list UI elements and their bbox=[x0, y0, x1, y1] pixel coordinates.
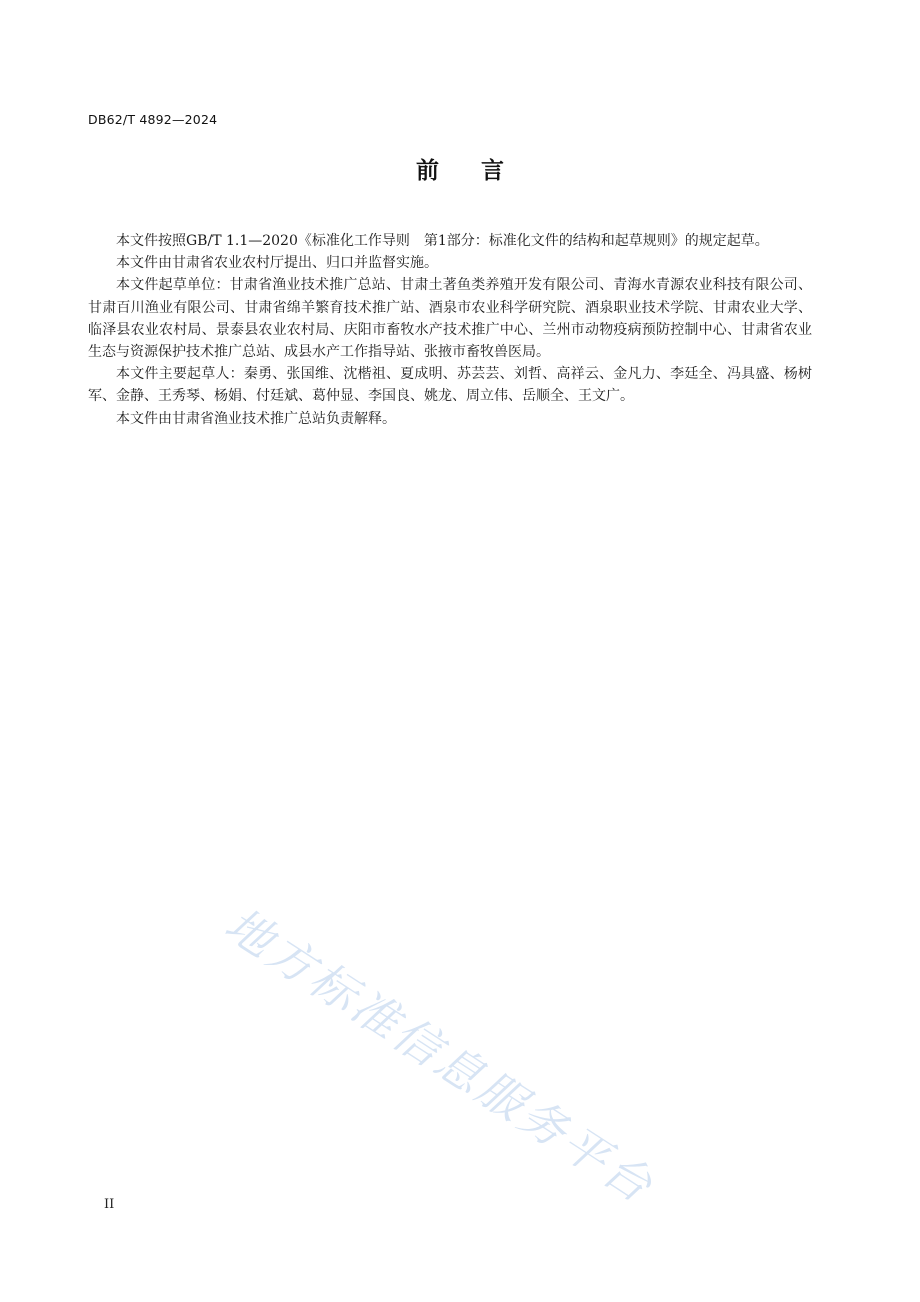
document-body bbox=[88, 230, 812, 430]
section-title: 前言 bbox=[416, 158, 546, 184]
paragraph-interpretation: 本文件由甘肃省渔业技术推广总站负责解释。 bbox=[116, 410, 396, 427]
watermark: 地方标准信息服务平台 bbox=[215, 896, 665, 1215]
paragraph-drafting-rules: 本文件按照GB/T 1.1—2020《标准化工作导则 第1部分：标准化文件的结构和起草规则》的规定起草。 bbox=[116, 233, 769, 249]
paragraph-proposer: 本文件由甘肃省农业农村厅提出、归口并监督实施。 bbox=[116, 255, 438, 272]
paragraph-drafting-units: 本文件起草单位：甘肃省渔业技术推广总站、甘肃土著鱼类养殖开发有限公司、青海水青源农业科技有限公司、甘肃百川渔业有限公司、甘肃省绵羊繁育技术推广站、酒泉市农业科学研究院、酒泉职业技术学院、甘肃农业大学、临泽县农业农村局、景泰县农业农村局、庆阳市畜牧水产技术推广中心、兰州市动物疫病预防控制中心、甘肃省农业生态与资源保护技术推广总站、成县水产工作指导站、张掖市畜牧兽医局。 bbox=[88, 277, 812, 361]
page-number: II bbox=[104, 1197, 115, 1212]
standard-code: DB62/T 4892—2024 bbox=[88, 112, 218, 127]
paragraph-drafters: 本文件主要起草人：秦勇、张国维、沈楷祖、夏成明、苏芸芸、刘哲、高祥云、金凡力、李廷全、冯具盛、杨树军、金静、王秀琴、杨娟、付廷斌、葛仲显、李国良、姚龙、周立伟、岳顺全、王文广。 bbox=[88, 366, 812, 405]
